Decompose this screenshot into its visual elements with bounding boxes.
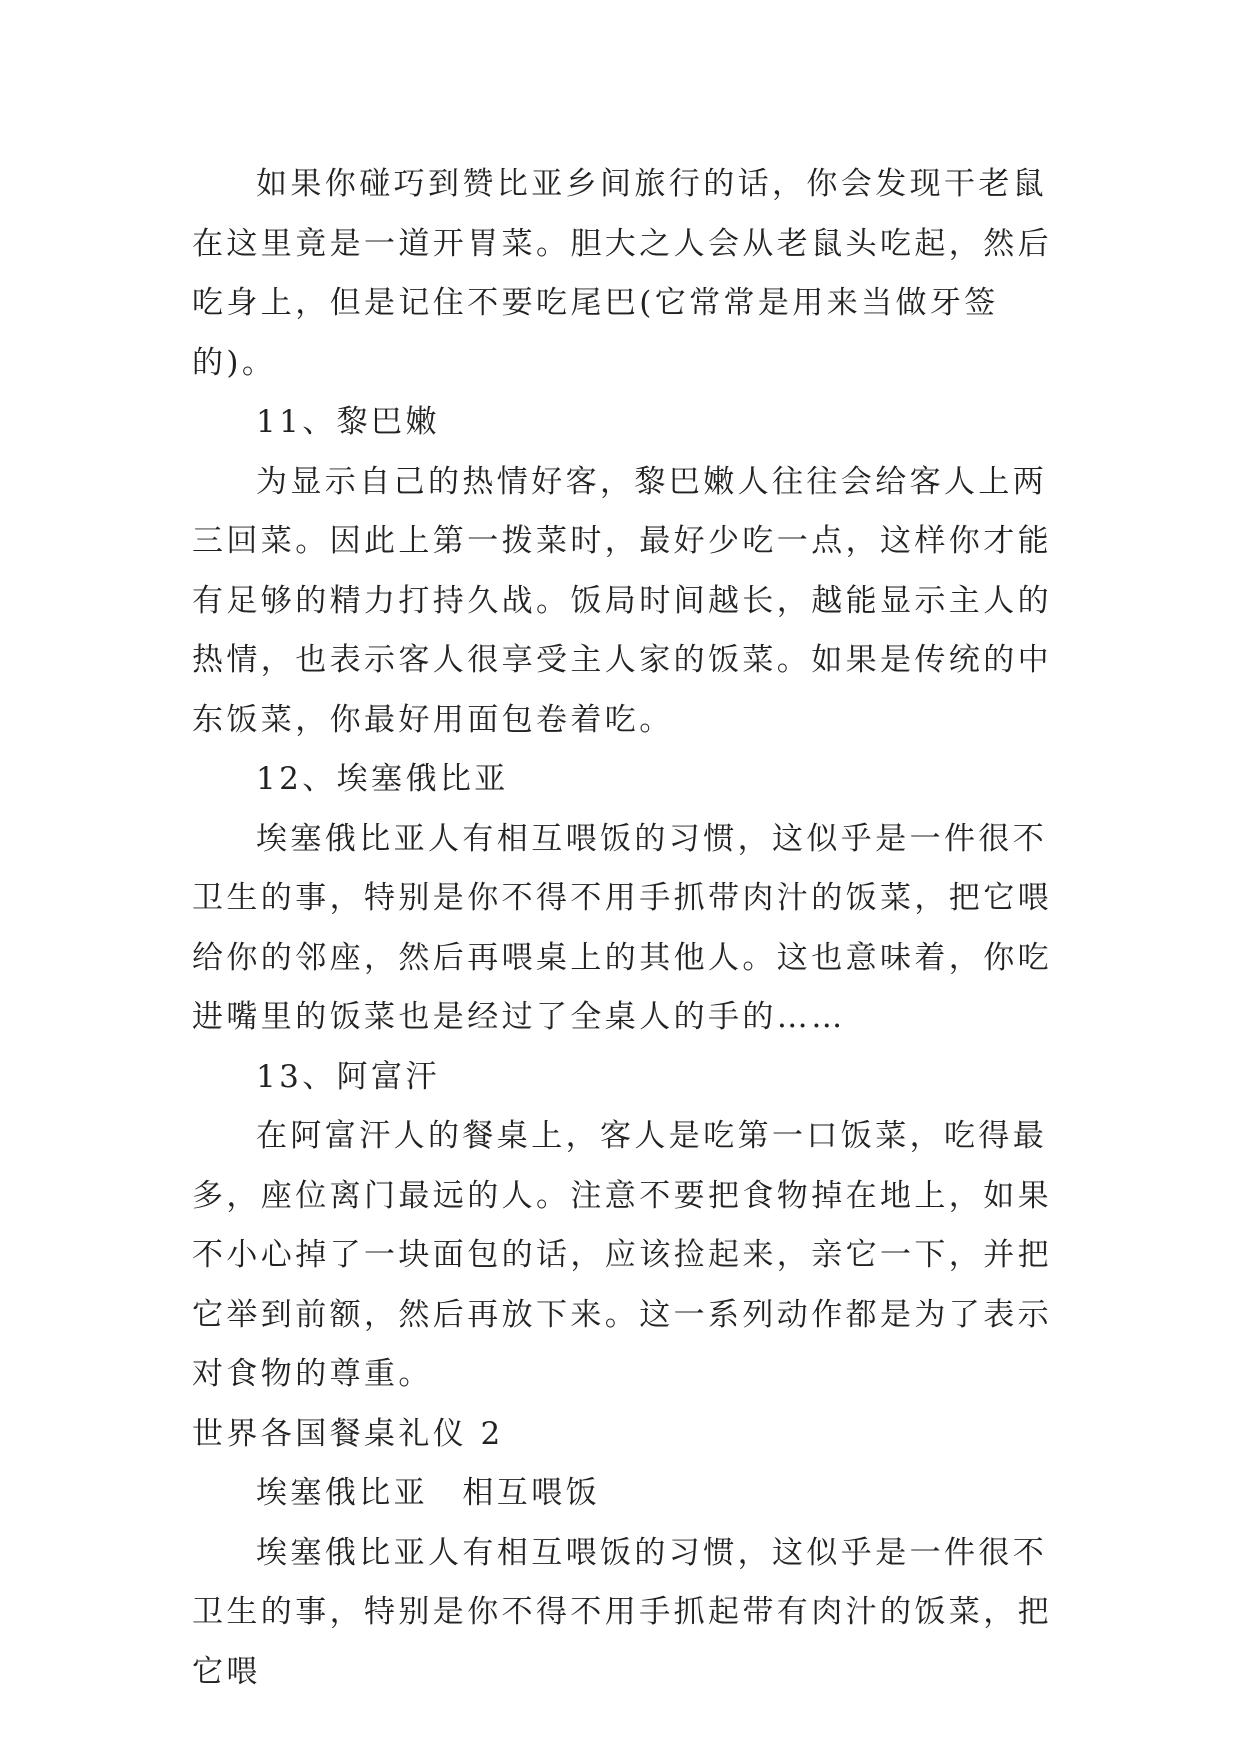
paragraph-ethiopia-feeding: 埃塞俄比亚人有相互喂饭的习惯，这似乎是一件很不卫生的事，特别是你不得不用手抓起带有肉汁的饭菜，把它喂 xyxy=(192,1534,1052,1690)
paragraph-afghanistan: 在阿富汗人的餐桌上，客人是吃第一口饭菜，吃得最多，座位离门最远的人。注意不要把食物掉在地上，如果不小心掉了一块面包的话，应该捡起来，亲它一下，并把它举到前额，然后再放下来。这一系列动作都是为了表示对食物的尊重。 xyxy=(192,1118,1052,1392)
paragraph-ethiopia: 埃塞俄比亚人有相互喂饭的习惯，这似乎是一件很不卫生的事，特别是你不得不用手抓带肉汁的饭菜，把它喂给你的邻座，然后再喂桌上的其他人。这也意味着，你吃进嘴里的饭菜也是经过了全桌人的手的…… xyxy=(192,820,1052,1035)
heading-ethiopia: 12、埃塞俄比亚 xyxy=(256,761,509,797)
document-body xyxy=(192,155,1062,1702)
heading-afghanistan: 13、阿富汗 xyxy=(256,1058,440,1095)
section-title: 世界各国餐桌礼仪 2 xyxy=(192,1415,504,1452)
heading-lebanon: 11、黎巴嫩 xyxy=(256,404,440,440)
paragraph-zambia-rats: 如果你碰巧到赞比亚乡间旅行的话，你会发现干老鼠在这里竟是一道开胃菜。胆大之人会从老鼠头吃起，然后吃身上，但是记住不要吃尾巴(它常常是用来当做牙签的)。 xyxy=(192,166,1052,381)
heading-ethiopia-feeding: 埃塞俄比亚 相互喂饭 xyxy=(256,1475,600,1511)
paragraph-lebanon: 为显示自己的热情好客，黎巴嫩人往往会给客人上两三回菜。因此上第一拨菜时，最好少吃一点，这样你才能有足够的精力打持久战。饭局时间越长，越能显示主人的热情，也表示客人很享受主人家的饭菜。如果是传统的中东饭菜，你最好用面包卷着吃。 xyxy=(192,463,1052,738)
